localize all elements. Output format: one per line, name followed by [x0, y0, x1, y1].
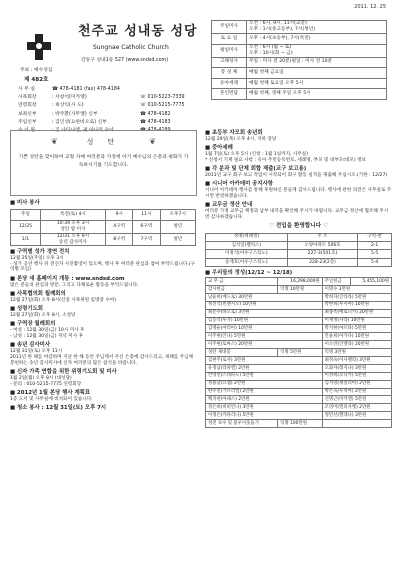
table-row [11, 233, 196, 246]
church-address: 강동구 성내1동 527 (www.sndsd.com) [81, 58, 169, 63]
notice-text: 12월 25일(주일) 오후 3시 [10, 255, 64, 261]
notice-heading: ■ 신자 가족 연합을 위한 위령기도회 및 미사 [10, 369, 117, 376]
notice-text: 1월 2일(월) 오후 8시 (대성당) [10, 376, 72, 382]
table-row [206, 250, 392, 258]
schedule-times: 매월 첫째 토요일 오후 5시 [247, 78, 387, 89]
table-cell: 정진석(빈첸시오) 10만원 [206, 301, 323, 309]
notice-text: 1층 도서 및 사무실에 비치되어 있습니다. [10, 397, 93, 403]
table-row [206, 242, 392, 250]
table-cell: 5-4 [358, 258, 392, 266]
table-row [206, 325, 392, 333]
notice-text: 12월 29일(목) 오후 4시, 지하 강당 [205, 136, 277, 142]
bulletin-date: 2011. 12. 25 [354, 4, 386, 10]
notice-item [10, 249, 196, 274]
table-cell: 교 무 금 [206, 278, 278, 286]
column-header: 구역-반 [358, 233, 392, 241]
notice-text: - 성가 공연 행사 뒤 전신자 사진촬영이 있으며, 행사 후 여러분 관심과 참여 부탁드립니다.(구역별 모임) [10, 261, 196, 273]
notice-heading: ■ 초등부 자모회 송년회 [205, 130, 263, 136]
church-logo-icon [24, 32, 54, 62]
table-cell: 227-3(501호) [287, 250, 358, 258]
table-cell: 익명 10만원 [278, 286, 322, 294]
table-cell: 5-5 [358, 250, 392, 258]
notice-text: - 여성 : 12월 30일(금) 10시 미사 후 [10, 328, 85, 334]
table-row [206, 341, 392, 349]
contact-role: 수 녀 원 [18, 127, 35, 133]
schedule-label: 유아세례 [212, 78, 247, 89]
contact-phone: ☎ 478-4189 [140, 127, 171, 133]
contact-name: : 김 나타나엘, 권 아나퍼 수녀 [52, 127, 114, 133]
table-cell: 7구역 [133, 233, 160, 246]
table-row [206, 317, 392, 325]
notice-item [10, 342, 196, 367]
table-cell: 이소연(안젤라) 20만원 [322, 341, 391, 349]
table-cell: 5,455,100원 [351, 278, 392, 286]
season-greeting-box [10, 127, 197, 196]
table-cell: 정용남(요셉) 2만원 [206, 380, 323, 388]
table-row [206, 372, 392, 380]
table-row [206, 380, 392, 388]
table-row [206, 396, 392, 404]
contact-phone: ☎ 478-4182 [140, 111, 171, 117]
table-cell: 2-1 [358, 242, 392, 250]
contact-name: : 박주환(사무엘) 신부 [52, 111, 98, 117]
notice-text: 12월 27일(화) 오후 8시, 소성당 [10, 312, 76, 318]
contact-role: 연령회장 [18, 103, 37, 109]
notice-text: * 신청서 기재 필요 사항 : 유아 주민등록번호, 세례명, 부모 및 대부모(대모) 정보 [205, 157, 367, 163]
table-cell: 박현희(루시아) 10만원 [322, 301, 391, 309]
contact-name: ☎ 478-4181 (fax) 478-4184 [52, 87, 120, 93]
table-row [206, 258, 392, 266]
table-cell: 박희자(글라라) 5만원 [322, 293, 391, 301]
schedule-row [212, 57, 387, 68]
notice-item [10, 321, 196, 340]
table-cell: 김석일(펠릭스) [206, 242, 288, 250]
contact-role: 사 무 실 [18, 87, 35, 93]
table-cell: 백지현(아녜스) 2만원 [206, 396, 323, 404]
table-row [206, 412, 392, 420]
table-cell: 성전 보수 및 불우이웃돕기 [206, 420, 278, 428]
ornament-icon: ❦ [149, 137, 156, 146]
schedule-label: 고해성사 [212, 57, 247, 68]
notices-left-column [10, 200, 196, 415]
table-cell: 이주현(안나) 5만원 [206, 333, 323, 341]
table-cell: 정은희(비비안나) 3만원 [206, 404, 323, 412]
table-header-row [11, 209, 196, 220]
notice-heading: ■ 구역별 성가 경연 전치 [10, 248, 70, 255]
column-header: 11시 [133, 209, 160, 220]
column-header: 주 소 [287, 233, 358, 241]
contact-row [18, 111, 203, 119]
schedule-times: 주일 : 미사 전 20분(평일 : 미사 전 10분 [247, 57, 387, 68]
table-header-row [206, 233, 392, 241]
table-cell: 이주현(토마스) 20만원 [206, 341, 323, 349]
contact-row [18, 94, 203, 102]
table-cell: 오양아파트 506호 [287, 242, 358, 250]
table-cell: 한수민(가브리엘) 2만원 [206, 388, 323, 396]
schedule-times: 매월 첫째, 셋째 주일 오후 5시 [247, 89, 387, 100]
table-cell [322, 420, 391, 428]
church-title: 천주교 성내동 성당 [78, 24, 198, 39]
notice-item [205, 130, 392, 143]
table-cell: 이정석(아우구스티노) [206, 250, 288, 258]
table-cell: 4구역 [106, 220, 133, 233]
mass-service-table [10, 209, 196, 247]
schedule-label: 토 요 일 [212, 34, 247, 45]
notice-heading: ■ 미사 봉사 [10, 200, 40, 206]
contact-row [18, 86, 203, 94]
church-english-name: Sungnae Catholic Church [93, 44, 169, 51]
schedule-label: 주일미사 [212, 21, 247, 34]
table-row [206, 357, 392, 365]
notice-item [205, 166, 392, 179]
notice-text: 1월 7일(토) 오후 5시 (신청 : 1월 1일까지, 사무실) [205, 152, 309, 158]
table-cell: 12/25 [11, 220, 41, 233]
notice-item [10, 390, 196, 403]
contact-name: : 김인성(요한바오로) 신부 [52, 119, 107, 125]
notice-heading: ■ 2012년 1월 본당 행사 계획표 [10, 390, 91, 397]
notice-heading: ■ 송년 감사미사 [10, 342, 51, 349]
table-cell: 박은숙(루치아) 2만원 [322, 388, 391, 396]
table-cell: 신명근(미카엘) 5만원 [322, 396, 391, 404]
table-cell: 감사헌금 [206, 286, 278, 294]
table-cell: 8구역 [106, 233, 133, 246]
contact-phone: ☏ 010-5223-7339 [140, 95, 185, 101]
table-cell: 1/1 [11, 233, 41, 246]
schedule-row [212, 21, 387, 34]
table-cell: 안윤희(아가다) 10만원 [322, 333, 391, 341]
schedule-times: 오후 : 4시(초등부), 7시(특전) [247, 34, 387, 45]
table-cell: 청년 [160, 220, 195, 233]
contact-role: 사목회장 [18, 95, 37, 101]
table-row [206, 349, 392, 357]
table-row [206, 388, 392, 396]
notice-item [205, 145, 392, 164]
notice-heading: ■ 구역장 월례회의 [10, 321, 56, 328]
table-cell: 유정남(라파엘) 2만원 [206, 364, 323, 372]
contact-name: : 최상익(사 도) [52, 103, 84, 109]
table-row [206, 420, 392, 428]
contact-phone: ☎ 478-4183 [140, 119, 171, 125]
finance-heading: ■ 우리들의 정성(12/12 ~ 12/18) [205, 270, 293, 277]
season-title: 성 탄 [86, 138, 121, 146]
notice-heading: ■ 본당 새 홈페이지 개통 : www.sndsd.com [10, 275, 125, 282]
table-row [206, 301, 392, 309]
schedule-row [212, 68, 387, 79]
church-header [18, 20, 203, 133]
table-cell: 이명수 3만원 [322, 286, 391, 294]
contact-row [18, 119, 203, 127]
notice-heading: ■ 교무금 정산 안내 [205, 202, 253, 209]
table-cell: 김명순(마리아) 10만원 [206, 325, 323, 333]
table-cell: 김현주(로사) 3만원 [206, 357, 323, 365]
table-cell: 오화자(레지나) 3만원 [322, 364, 391, 372]
mass-schedule-table [211, 20, 387, 100]
season-message: 기쁜 성탄을 맞이하여 교형 자매 여러분과 가정에 아기 예수님의 은총과 평화가 가득하시기를 기도합니다. [18, 155, 189, 168]
notice-text: 2011년 교구 회구 보고 작업이 시작되어 회구 활동 실적을 제출해 주십시오.(기한 : 12/27) [205, 173, 388, 179]
schedule-label: 평일미사 [212, 44, 247, 57]
schedule-times: 매월 첫째 금요일 [247, 68, 387, 79]
contact-row [18, 102, 203, 110]
column-header: 성명(세례명) [206, 233, 288, 241]
notice-item [10, 405, 196, 412]
notice-item [205, 202, 392, 221]
notice-text: 12월 27일(화) 오후 8시(신설 사목위원 임명장 수여) [10, 297, 116, 303]
contact-role: 주임신부 [18, 119, 37, 125]
table-cell: 성탄 제대꽃 [206, 349, 278, 357]
notice-item [10, 306, 196, 319]
table-cell: 익명 3만원 [322, 349, 391, 357]
offering-table [205, 277, 392, 428]
notice-text: 2011년 한 해를 마감하며 지난 한 해 동안 주님께서 주신 은총에 감사드리고, 새해를 주님께 봉헌하는 송년 감사미사에 신자 여러분의 많은 참석을 바랍니다. [10, 355, 194, 366]
notice-heading: ■ 청소 봉사 : 12월 31일(토) 오후 7시 [10, 405, 107, 412]
schedule-row [212, 78, 387, 89]
table-cell: 남윤희(베드로) 30만원 [206, 293, 323, 301]
table-row [206, 293, 392, 301]
table-row [206, 333, 392, 341]
table-row [206, 286, 392, 294]
notice-text: - 문의 : 010-5215-7775 연령회장 [10, 381, 82, 387]
table-row [206, 364, 392, 372]
notice-text: 12월 31일(토) 오후 11시 [10, 349, 63, 355]
notice-heading: ■ 사목협의회 월례회의 [10, 290, 66, 297]
welcome-table [205, 233, 392, 268]
table-cell: 최정숙(이사벨라) 3만원 [322, 357, 391, 365]
notices-right-column [205, 130, 392, 428]
table-cell: 조영미(엘리사벳) 2만원 [322, 404, 391, 412]
notice-item [10, 291, 196, 304]
column-header: 특전(토) 4시 [40, 209, 105, 220]
schedule-label: 혼인면담 [212, 89, 247, 100]
notice-item [10, 276, 196, 289]
schedule-times: 오전 : 6시, 9시, 11시(교중) 오후 : 1시(중고등부), 7시(청년) [247, 21, 387, 34]
table-row [206, 309, 392, 317]
table-cell: 이정은(카타리나) 5만원 [206, 412, 323, 420]
table-cell: 이재정(사라) 10만원 [322, 317, 391, 325]
notice-item [10, 200, 196, 246]
table-cell: 6구역 [133, 220, 160, 233]
contact-name: : 서창석(미카엘) [52, 95, 87, 101]
table-cell: 익명 5만원 [278, 349, 322, 357]
table-cell: 16,298,000원 [278, 278, 322, 286]
table-row [206, 278, 392, 286]
table-cell: 김동석(루카) 10만원 [206, 317, 323, 325]
table-cell: 12/31 오후 9시 송년 감사미사 [40, 233, 105, 246]
issue-number: 제 482호 [24, 77, 49, 83]
schedule-times: 오전 : 6시 (월 ~ 토) 오후 : 10시(화 ~ 금) [247, 44, 387, 57]
column-header: 주일 [11, 209, 41, 220]
table-cell: 이정희(모니카) 5만원 [322, 372, 391, 380]
schedule-row [212, 89, 387, 100]
table-cell: 안영민(스테파노) 5만원 [206, 372, 323, 380]
notice-text: 여러분 가정 교무금 책정과 납부 내역을 확인해 주시기 바랍니다. 교무금 정산에 협조해 주시면 감사하겠습니다. [205, 209, 389, 221]
contact-phone: ☏ 010-5215-7775 [140, 103, 185, 109]
table-row [11, 220, 196, 233]
patron-saint: 주보 : 예수성심 [20, 68, 53, 73]
notice-heading: ■ 중아세례 [205, 145, 233, 152]
notice-text: 시니어 아카데미 행사를 통해 후원하신 분들께 감사드립니다. 행사에 관한 의견은 사무실로 주시면 반영하겠습니다. [205, 188, 392, 200]
table-cell: 최종옥(베로니카) 20만원 [322, 309, 391, 317]
table-row [206, 404, 392, 412]
notice-heading: ■ 시니어 아카데미 공지사항 [205, 181, 274, 188]
table-cell: 10:39 오후 3시 성탄 밤 미사 [40, 220, 105, 233]
schedule-label: 봉 성 체 [212, 68, 247, 79]
ornament-icon: ❦ [51, 137, 58, 146]
schedule-row [212, 44, 387, 57]
table-cell: 김지영(세실리아) 2만원 [322, 380, 391, 388]
column-header: 9시 [106, 209, 133, 220]
notice-item [205, 181, 392, 200]
table-cell: 박지현(마르타) 5만원 [322, 325, 391, 333]
table-cell: 정민선(헬레나) 3만원 [322, 412, 391, 420]
schedule-row [212, 34, 387, 45]
column-header: 오후7시 [160, 209, 195, 220]
contact-role: 보좌신부 [18, 111, 37, 117]
notice-text: - 남성 : 12월 30일(금) 저녁 미사 후 [10, 334, 84, 340]
notice-text: 많은 분들의 관심과 방문, 그리고 다채로운 활동을 부탁드립니다. [10, 282, 139, 288]
welcome-title: ♡ 전입을 환영합니다 ♡ [268, 223, 329, 230]
notice-heading: ■ 성령기도회 [10, 306, 44, 313]
notice-item [10, 369, 196, 388]
table-cell: 청년 [160, 233, 195, 246]
table-cell: 228-23(2층) [287, 258, 358, 266]
table-cell: 익명 100만원 [278, 420, 322, 428]
notice-heading: ■ 각 분과 및 단체 회합 제출(교구 보고용) [205, 166, 307, 173]
table-cell: 최문수(바오로) 3만원 [206, 309, 323, 317]
table-cell: 송재호(아우구스티노) [206, 258, 288, 266]
table-cell: 주일헌금 [322, 278, 350, 286]
contact-list [18, 86, 203, 135]
